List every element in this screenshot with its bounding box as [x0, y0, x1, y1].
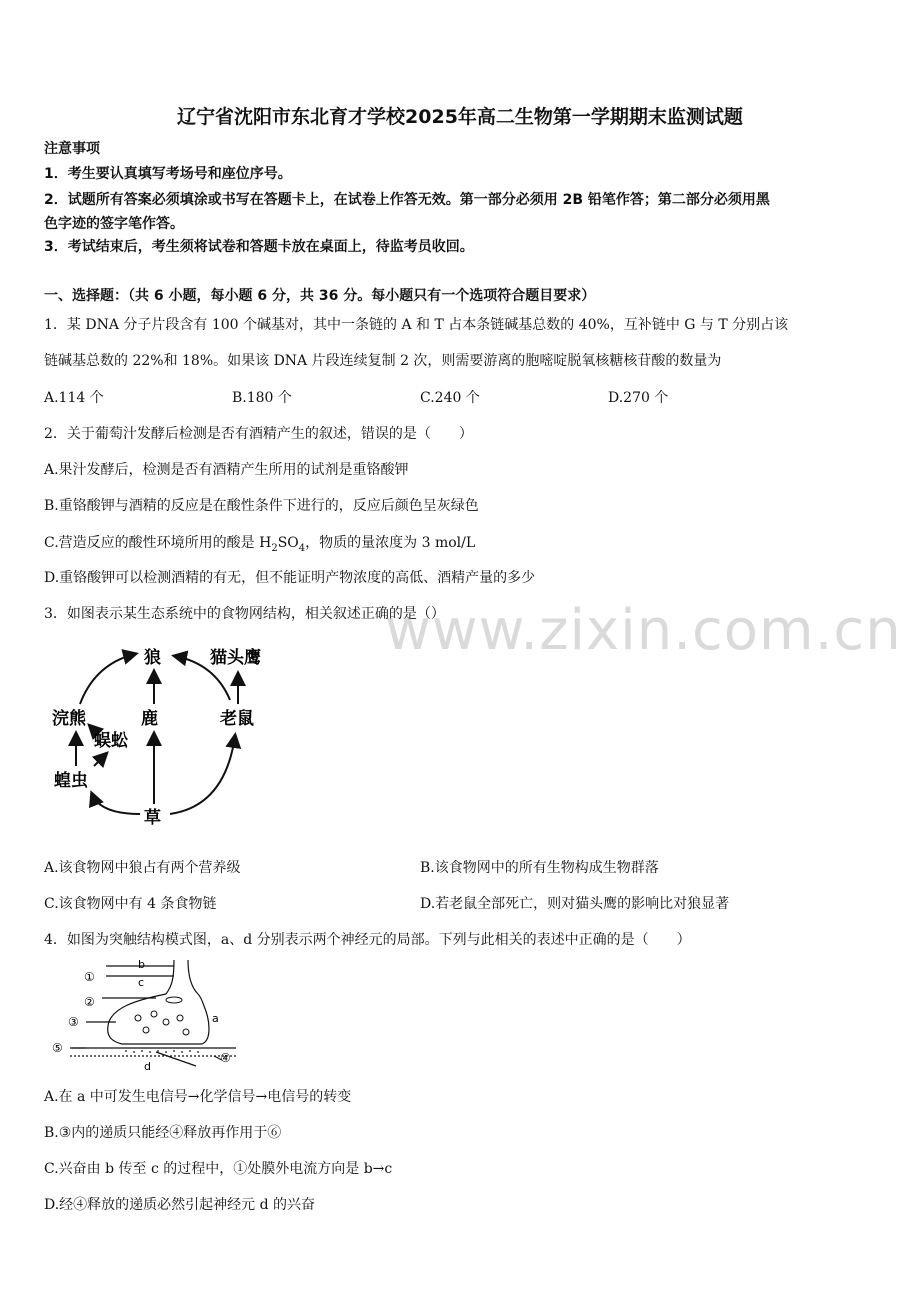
label-a: a — [212, 1012, 219, 1025]
notice-heading: 注意事项 — [44, 141, 100, 157]
arrow-locust-centipede — [94, 754, 106, 766]
option-c: C.兴奋由 b 传至 c 的过程中，①处膜外电流方向是 b→c — [44, 1161, 393, 1177]
option-d: D.若老鼠全部死亡，则对猫头鹰的影响比对狼显著 — [420, 896, 730, 912]
synapse-diagram — [46, 956, 256, 1076]
option-c: C.240 个 — [420, 390, 480, 406]
question-stem: 3．如图表示某生态系统中的食物网结构，相关叙述正确的是（） — [44, 606, 445, 622]
vesicle — [135, 1015, 141, 1021]
vesicle — [163, 1019, 169, 1025]
question-stem: 链碱基总数的 22%和 18%。如果该 DNA 片段连续复制 2 次，则需要游离的胞嘧啶脱氧核糖核苷酸的数量为 — [44, 353, 722, 369]
subscript: 4 — [298, 542, 306, 554]
node-mouse: 老鼠 — [220, 709, 254, 729]
section-heading: 一、选择题：（共 6 小题，每小题 6 分，共 36 分。每小题只有一个选项符合题目要求） — [44, 288, 596, 304]
leader-line — [156, 1052, 196, 1066]
vesicle — [177, 1015, 183, 1021]
notice-item: 2．试题所有答案必须填涂或书写在答题卡上，在试卷上作答无效。第一部分必须用 2B 铅笔作答；第二部分必须用黑 — [44, 192, 770, 208]
label-c: c — [138, 976, 145, 989]
node-owl: 猫头鹰 — [210, 648, 261, 668]
option-b: B.③内的递质只能经④释放再作用于⑥ — [44, 1125, 282, 1141]
node-locust: 蝗虫 — [54, 771, 88, 791]
node-grass: 草 — [144, 808, 161, 828]
arrow-grass-locust — [92, 794, 140, 814]
subscript: 2 — [271, 542, 278, 554]
option-b: B.该食物网中的所有生物构成生物群落 — [420, 860, 659, 876]
option-d: D.经④释放的递质必然引起神经元 d 的兴奋 — [44, 1197, 316, 1213]
option-c: C.该食物网中有 4 条食物链 — [44, 896, 217, 912]
node-wolf: 狼 — [144, 648, 161, 668]
vesicle — [143, 1027, 149, 1033]
axon-line — [188, 960, 198, 994]
question-stem: 1．某 DNA 分子片段含有 100 个碱基对，其中一条链的 A 和 T 占本条链碱基总数的 40%，互补链中 G 与 T 分别占该 — [44, 317, 789, 333]
vesicle — [151, 1011, 157, 1017]
food-web-diagram — [40, 636, 290, 836]
label-5: ⑤ — [52, 1041, 63, 1055]
option-a: A.114 个 — [44, 390, 104, 406]
node-raccoon: 浣熊 — [52, 709, 86, 729]
option-a: A.在 a 中可发生电信号→化学信号→电信号的转变 — [44, 1089, 352, 1105]
label-1: ① — [84, 970, 95, 984]
watermark: www.zixin.com.cn — [385, 598, 902, 663]
node-centipede: 蜈蚣 — [94, 731, 128, 751]
axon-line — [166, 960, 174, 994]
option-d: D.重铬酸钾可以检测酒精的有无，但不能证明产物浓度的高低、酒精产量的多少 — [44, 570, 536, 586]
node-deer: 鹿 — [141, 709, 158, 729]
label-4: ④ — [220, 1051, 231, 1065]
page-title: 辽宁省沈阳市东北育才学校2025年高二生物第一学期期末监测试题 — [177, 106, 743, 128]
label-2: ② — [84, 995, 95, 1009]
notice-item: 1．考生要认真填写考场号和座位序号。 — [44, 166, 292, 182]
option-a: A.果汁发酵后，检测是否有酒精产生所用的试剂是重铬酸钾 — [44, 462, 409, 478]
option-d: D.270 个 — [608, 390, 669, 406]
option-c-text: SO — [277, 535, 299, 551]
label-d: d — [144, 1060, 151, 1073]
option-a: A.该食物网中狼占有两个营养级 — [44, 860, 241, 876]
label-3: ③ — [68, 1015, 79, 1029]
option-c — [44, 532, 475, 554]
arrow-raccoon-wolf — [80, 654, 135, 704]
arrow-grass-mouse — [170, 736, 235, 814]
mitochondrion — [166, 997, 182, 1003]
question-stem: 4．如图为突触结构模式图，a、d 分别表示两个神经元的局部。下列与此相关的表述中正确的是（ ） — [44, 932, 691, 948]
option-c-text: ，物质的量浓度为 3 mol/L — [305, 535, 476, 551]
notice-item: 3．考试结束后，考生须将试卷和答题卡放在桌面上，待监考员收回。 — [44, 239, 474, 255]
vesicle — [183, 1029, 189, 1035]
label-b: b — [138, 958, 145, 971]
notice-item: 色字迹的签字笔作答。 — [44, 216, 184, 232]
question-stem: 2．关于葡萄汁发酵后检测是否有酒精产生的叙述，错误的是（ ） — [44, 426, 473, 442]
option-c-text: C.营造反应的酸性环境所用的酸是 H — [44, 535, 272, 551]
option-b: B.重铬酸钾与酒精的反应是在酸性条件下进行的，反应后颜色呈灰绿色 — [44, 498, 479, 514]
option-b: B.180 个 — [232, 390, 292, 406]
synaptic-knob — [108, 994, 209, 1044]
